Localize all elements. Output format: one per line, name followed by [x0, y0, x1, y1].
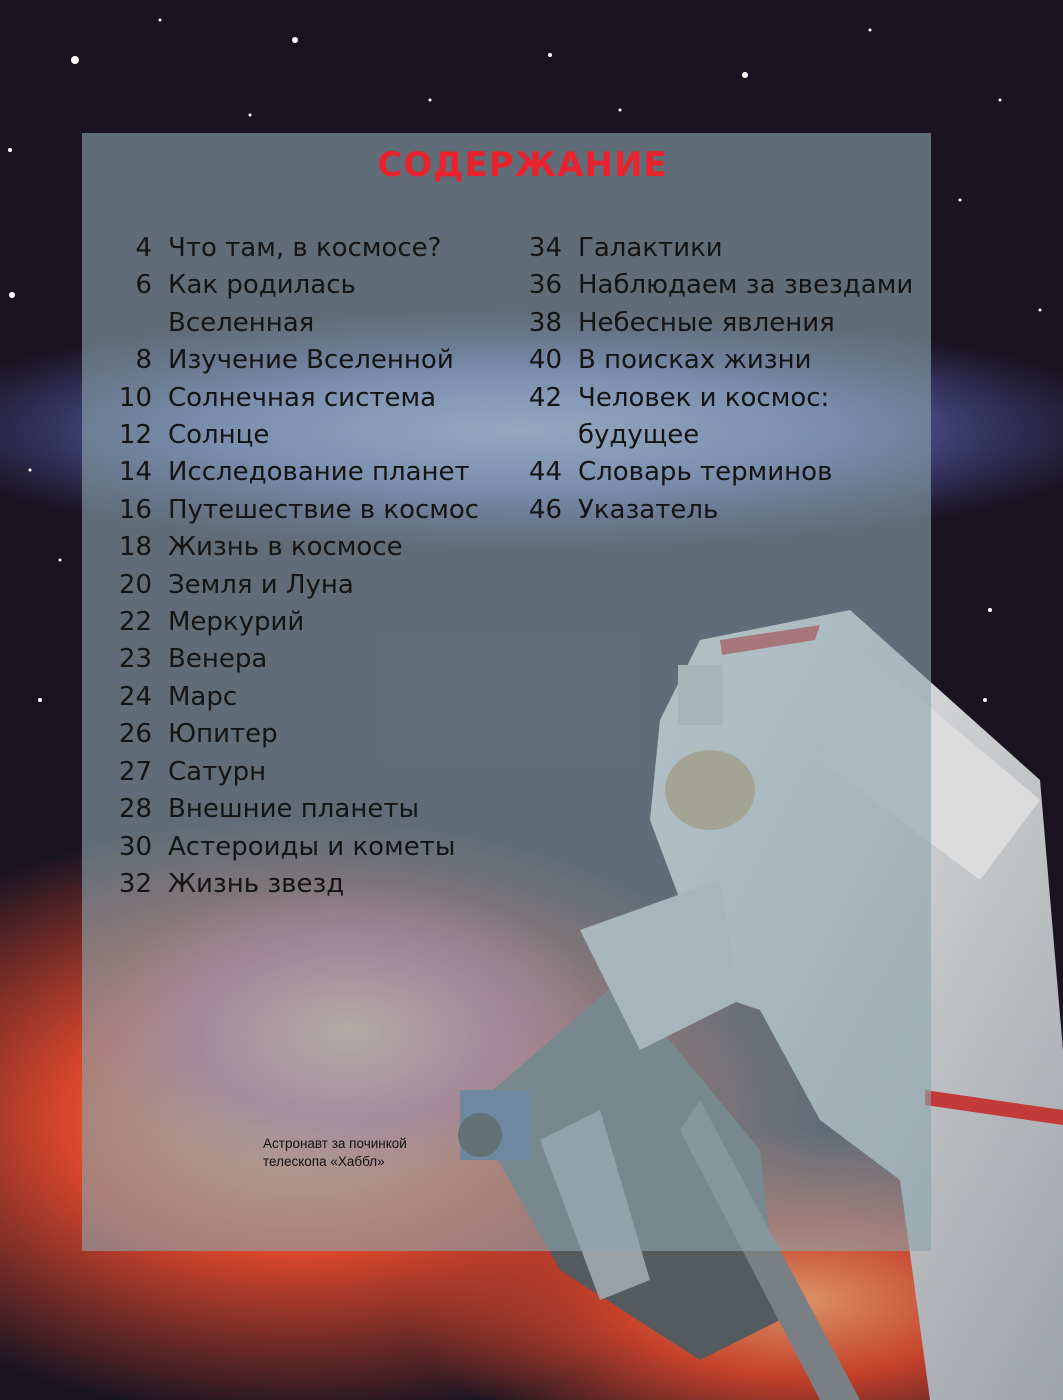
toc-entry[interactable] [100, 716, 508, 753]
toc-page-number: 10 [118, 382, 152, 413]
toc-entry[interactable] [510, 454, 918, 491]
toc-entry[interactable] [100, 829, 508, 866]
toc-entry-label: Что там, в космосе? [168, 233, 442, 263]
toc-page-number: 24 [118, 681, 152, 712]
caption-line: Астронавт за починкой [263, 1136, 407, 1151]
toc-page-number: 34 [528, 233, 562, 263]
toc-entry-label: Марс [168, 681, 238, 712]
toc-page-number: 22 [118, 607, 152, 638]
toc-entry-label: Указатель [578, 494, 719, 525]
toc-entry-label: Астероиды и кометы [168, 831, 456, 862]
toc-entry-label: Сатурн [168, 756, 267, 787]
toc-page-number: 32 [118, 868, 152, 899]
toc-entry-label: Солнце [168, 420, 270, 451]
photo-caption [263, 1135, 463, 1171]
toc-entry-label: В поисках жизни [578, 345, 812, 376]
toc-entry-label: Как родилась Вселенная [168, 270, 356, 338]
toc-entry[interactable] [100, 567, 508, 604]
toc-entry[interactable] [510, 267, 918, 304]
page-title: СОДЕРЖАНИЕ [377, 145, 668, 185]
toc-entry[interactable] [100, 866, 508, 903]
toc-entry[interactable] [100, 679, 508, 716]
toc-page-number: 20 [118, 569, 152, 600]
toc-entry-label: Словарь терминов [578, 457, 833, 488]
toc-entry[interactable] [510, 230, 918, 267]
toc-page-number: 40 [528, 345, 562, 376]
toc-page-number: 8 [135, 345, 152, 376]
toc-page-number: 14 [118, 457, 152, 488]
toc-page-number: 6 [135, 270, 152, 301]
toc-entry[interactable] [100, 417, 508, 454]
toc-entry-label: Человек и космос: будущее [578, 382, 830, 451]
toc-page-number: 44 [528, 457, 562, 488]
toc-entry[interactable] [510, 305, 918, 342]
toc-page-number: 46 [528, 494, 562, 525]
toc-entry[interactable] [510, 342, 918, 379]
toc-entry-label: Небесные явления [578, 307, 835, 338]
toc-entry-label: Жизнь в космосе [168, 532, 403, 563]
toc-entry[interactable] [510, 492, 918, 529]
toc-entry-label: Земля и Луна [168, 569, 354, 600]
toc-entry-label: Юпитер [168, 719, 278, 750]
toc-entry[interactable] [100, 342, 508, 379]
toc-entry[interactable] [100, 641, 508, 678]
toc-page-number: 26 [118, 719, 152, 750]
toc-page-number: 18 [118, 532, 152, 563]
toc-page-number: 16 [118, 494, 152, 525]
toc-entry[interactable] [100, 380, 508, 417]
toc-entry[interactable] [100, 230, 508, 267]
toc-page-number: 27 [118, 756, 152, 787]
toc-entry-label: Изучение Вселенной [168, 345, 454, 376]
toc-left-column [100, 230, 508, 903]
toc-entry[interactable] [100, 754, 508, 791]
toc-entry-label: Галактики [578, 233, 723, 263]
toc-entry-label: Внешние планеты [168, 794, 419, 825]
toc-entry-label: Солнечная система [168, 382, 437, 413]
toc-entry-label: Жизнь звезд [168, 868, 345, 899]
toc-entry[interactable] [100, 267, 508, 342]
toc-entry[interactable] [100, 791, 508, 828]
toc-page-number: 23 [118, 644, 152, 675]
toc-entry[interactable] [510, 380, 918, 455]
toc-entry-label: Наблюдаем за звездами [578, 270, 914, 301]
caption-line: телескопа «Хаббл» [263, 1154, 385, 1169]
toc-page-number: 12 [118, 420, 152, 451]
toc-page-number: 42 [528, 382, 562, 413]
toc-page-number: 4 [135, 233, 152, 263]
toc-page-number: 28 [118, 794, 152, 825]
toc-entry[interactable] [100, 492, 508, 529]
toc-entry[interactable] [100, 604, 508, 641]
toc-right-column [510, 230, 918, 529]
toc-entry-label: Венера [168, 644, 268, 675]
toc-entry[interactable] [100, 529, 508, 566]
toc-entry-label: Исследование планет [168, 457, 470, 488]
toc-page-number: 30 [118, 831, 152, 862]
toc-page-number: 36 [528, 270, 562, 301]
toc-page-number: 38 [528, 307, 562, 338]
toc-entry[interactable] [100, 454, 508, 491]
toc-entry-label: Путешествие в космос [168, 494, 480, 525]
toc-entry-label: Меркурий [168, 607, 305, 638]
